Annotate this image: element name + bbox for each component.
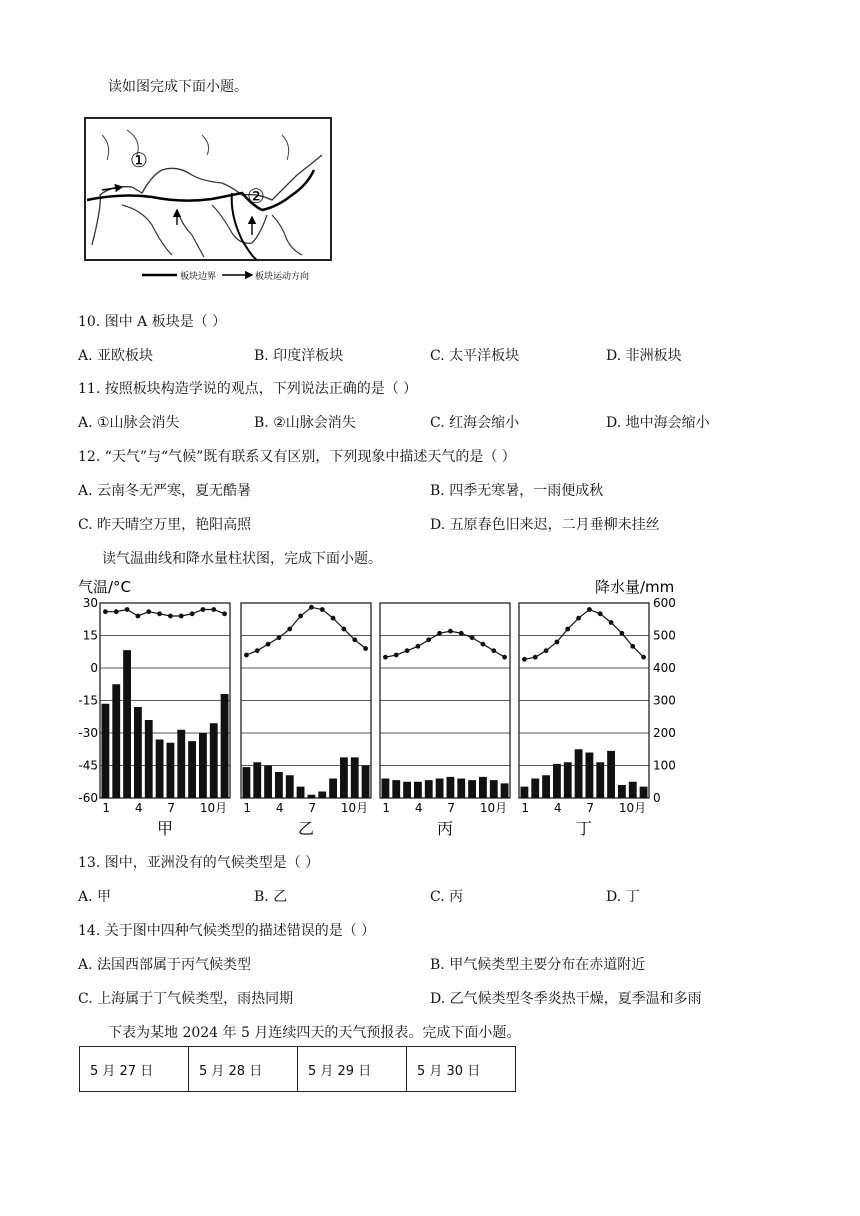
- table-cell-date: 5 月 27 日: [80, 1047, 189, 1092]
- month-tick-label: 4: [414, 801, 423, 815]
- q11-option-a[interactable]: A. ①山脉会消失: [78, 415, 180, 431]
- precipitation-tick-label: 300: [653, 693, 676, 708]
- temperature-point: [211, 607, 216, 612]
- q13-stem: 13. 图中，亚洲没有的气候类型是（ ）: [78, 855, 320, 871]
- precipitation-bar: [167, 743, 175, 798]
- q11-option-d[interactable]: D. 地中海会缩小: [606, 415, 710, 431]
- temperature-point: [533, 655, 538, 660]
- precipitation-bar: [447, 777, 455, 798]
- temperature-point: [136, 614, 141, 619]
- temperature-point: [620, 631, 625, 636]
- legend-boundary: 板块边界: [180, 272, 217, 282]
- instruction-forecast: 下表为某地 2024 年 5 月连续四天的天气预报表。完成下面小题。: [108, 1025, 521, 1041]
- temperature-tick-label: 30: [82, 596, 98, 610]
- temperature-point: [179, 614, 184, 619]
- precipitation-bar: [329, 779, 337, 799]
- q11-option-b[interactable]: B. ②山脉会消失: [254, 415, 356, 431]
- month-tick-label: 7: [447, 801, 456, 815]
- precipitation-bar: [102, 704, 110, 798]
- precipitation-bar: [457, 779, 465, 799]
- temperature-point: [168, 614, 173, 619]
- temperature-point: [287, 627, 292, 632]
- q10-stem: 10. 图中 A 板块是（ ）: [78, 314, 227, 330]
- q13-option-b[interactable]: B. 乙: [254, 889, 288, 905]
- temperature-tick-label: 0: [90, 661, 98, 675]
- q12-option-d[interactable]: D. 五原春色旧来迟，二月垂柳未挂丝: [430, 517, 660, 533]
- temperature-point: [459, 631, 464, 636]
- temperature-point: [103, 609, 108, 614]
- precipitation-bar: [596, 762, 604, 798]
- temperature-point: [522, 657, 527, 662]
- precipitation-bar: [112, 684, 120, 798]
- panel-name: 甲: [156, 819, 174, 838]
- map-label-2: ②: [247, 184, 265, 208]
- precipitation-bar: [221, 694, 229, 798]
- temperature-point: [320, 607, 325, 612]
- temperature-point: [157, 611, 162, 616]
- panel-name: 丙: [436, 819, 454, 838]
- precipitation-bar: [521, 787, 529, 798]
- temperature-point: [544, 648, 549, 653]
- q10-option-d[interactable]: D. 非洲板块: [606, 348, 682, 364]
- temperature-point: [277, 635, 282, 640]
- temperature-point: [555, 640, 560, 645]
- temperature-point: [630, 644, 635, 649]
- precipitation-bar: [382, 779, 390, 799]
- temperature-point: [266, 642, 271, 647]
- panel-name: 乙: [297, 819, 315, 838]
- temperature-tick-label: -30: [78, 726, 98, 740]
- temperature-point: [576, 616, 581, 621]
- panel-name: 丁: [575, 819, 593, 838]
- temperature-point: [481, 642, 486, 647]
- temperature-point: [426, 637, 431, 642]
- q12-option-b[interactable]: B. 四季无寒暑，一雨便成秋: [430, 483, 604, 499]
- month-tick-label: 7: [167, 801, 176, 815]
- temperature-point: [416, 644, 421, 649]
- precipitation-bar: [243, 767, 251, 798]
- temperature-line: [524, 610, 643, 660]
- month-tick-label: 10月: [618, 801, 647, 815]
- precipitation-bar: [351, 757, 359, 798]
- precipitation-bar: [156, 740, 164, 799]
- q13-option-d[interactable]: D. 丁: [606, 889, 640, 905]
- q13-option-a[interactable]: A. 甲: [78, 889, 112, 905]
- temperature-point: [201, 607, 206, 612]
- precipitation-tick-label: 400: [653, 661, 676, 675]
- temperature-point: [641, 655, 646, 660]
- month-tick-label: 10月: [340, 801, 369, 815]
- q12-option-c[interactable]: C. 昨天晴空万里，艳阳高照: [78, 517, 252, 533]
- precipitation-bar: [490, 780, 498, 798]
- precipitation-tick-label: 600: [653, 596, 676, 610]
- q11-stem: 11. 按照板块构造学说的观点，下列说法正确的是（ ）: [78, 381, 418, 397]
- precipitation-bar: [123, 650, 131, 798]
- table-cell-date: 5 月 30 日: [407, 1047, 516, 1092]
- temperature-point: [352, 637, 357, 642]
- q14-option-d[interactable]: D. 乙气候类型冬季炎热干燥，夏季温和多雨: [430, 991, 702, 1007]
- temperature-point: [298, 614, 303, 619]
- temperature-point: [114, 609, 119, 614]
- temperature-line: [246, 607, 365, 655]
- temperature-point: [255, 648, 260, 653]
- temperature-point: [146, 609, 151, 614]
- temperature-point: [470, 635, 475, 640]
- precipitation-bar: [188, 741, 196, 798]
- temperature-point: [394, 653, 399, 658]
- precipitation-bar: [264, 766, 272, 799]
- climate-charts: [70, 575, 690, 840]
- precipitation-bar: [629, 782, 637, 798]
- precipitation-tick-label: 100: [653, 758, 676, 773]
- month-tick-label: 7: [586, 801, 595, 815]
- month-tick-label: 1: [382, 801, 391, 815]
- precipitation-bar: [318, 792, 326, 799]
- precipitation-bar: [479, 777, 487, 798]
- instruction-map: 读如图完成下面小题。: [108, 79, 248, 95]
- precipitation-bar: [199, 733, 207, 798]
- precipitation-bar: [145, 720, 153, 798]
- temperature-tick-label: -45: [78, 758, 98, 773]
- instruction-climate: 读气温曲线和降水量柱状图，完成下面小题。: [102, 551, 382, 567]
- temperature-line: [105, 610, 224, 617]
- temperature-point: [125, 607, 130, 612]
- temperature-line: [385, 631, 504, 657]
- precipitation-bar: [607, 751, 615, 798]
- map-label-1: ①: [130, 148, 148, 172]
- month-tick-label: 4: [134, 801, 143, 815]
- precipitation-bar: [362, 766, 370, 799]
- precipitation-bar: [553, 764, 561, 798]
- precipitation-bar: [425, 780, 433, 798]
- forecast-table: [79, 1046, 516, 1092]
- precipitation-bar: [468, 780, 476, 798]
- q11-option-c[interactable]: C. 红海会缩小: [430, 415, 520, 431]
- precipitation-bar: [340, 757, 348, 798]
- temperature-point: [565, 627, 570, 632]
- precipitation-tick-label: 0: [653, 791, 661, 805]
- q10-option-b[interactable]: B. 印度洋板块: [254, 348, 344, 364]
- precipitation-bar: [618, 785, 626, 798]
- temperature-axis-label: 气温/°C: [78, 578, 132, 596]
- precipitation-bar: [564, 762, 572, 798]
- q14-option-c[interactable]: C. 上海属于丁气候类型，雨热同期: [78, 991, 294, 1007]
- table-row: [80, 1047, 516, 1092]
- precipitation-tick-label: 200: [653, 726, 676, 740]
- q12-stem: 12. “天气”与“气候”既有联系又有区别，下列现象中描述天气的是（ ）: [78, 449, 516, 465]
- precipitation-bar: [297, 787, 305, 798]
- precipitation-bar: [414, 782, 422, 798]
- month-tick-label: 1: [243, 801, 252, 815]
- precipitation-bar: [308, 795, 316, 798]
- month-tick-label: 4: [275, 801, 284, 815]
- temperature-point: [363, 646, 368, 651]
- q14-stem: 14. 关于图中四种气候类型的描述错误的是（ ）: [78, 923, 376, 939]
- temperature-point: [383, 655, 388, 660]
- temperature-tick-label: -15: [78, 693, 98, 708]
- precipitation-bar: [253, 762, 261, 798]
- precipitation-bar: [134, 707, 142, 798]
- precipitation-bar: [575, 749, 583, 798]
- precipitation-bar: [392, 780, 400, 798]
- month-tick-label: 7: [308, 801, 317, 815]
- precipitation-bar: [286, 775, 294, 798]
- precipitation-bar: [436, 779, 444, 799]
- precipitation-bar: [275, 772, 283, 798]
- temperature-point: [448, 629, 453, 634]
- precipitation-axis-label: 降水量/mm: [595, 578, 675, 596]
- q14-option-b[interactable]: B. 甲气候类型主要分布在赤道附近: [430, 957, 646, 973]
- temperature-point: [222, 611, 227, 616]
- temperature-tick-label: 15: [82, 628, 98, 643]
- q14-option-a[interactable]: A. 法国西部属于丙气候类型: [78, 957, 252, 973]
- q12-option-a[interactable]: A. 云南冬无严寒，夏无酷暑: [78, 483, 252, 499]
- precipitation-bar: [177, 730, 185, 798]
- table-cell-date: 5 月 29 日: [298, 1047, 407, 1092]
- temperature-point: [244, 653, 249, 658]
- month-tick-label: 1: [521, 801, 530, 815]
- precipitation-bar: [403, 782, 411, 798]
- legend-direction: 板块运动方向: [255, 272, 310, 282]
- temperature-point: [598, 611, 603, 616]
- q13-option-c[interactable]: C. 丙: [430, 889, 464, 905]
- temperature-point: [331, 616, 336, 621]
- precipitation-bar: [210, 723, 218, 798]
- table-cell-date: 5 月 28 日: [189, 1047, 298, 1092]
- temperature-point: [491, 648, 496, 653]
- temperature-point: [190, 611, 195, 616]
- temperature-point: [309, 605, 314, 610]
- temperature-point: [502, 655, 507, 660]
- q10-option-a[interactable]: A. 亚欧板块: [78, 348, 154, 364]
- month-tick-label: 10月: [479, 801, 508, 815]
- month-tick-label: 4: [553, 801, 562, 815]
- month-tick-label: 1: [102, 801, 111, 815]
- precipitation-bar: [586, 753, 594, 799]
- precipitation-tick-label: 500: [653, 628, 676, 643]
- plate-map-figure: [82, 115, 334, 285]
- month-tick-label: 10月: [199, 801, 228, 815]
- temperature-point: [587, 607, 592, 612]
- temperature-point: [609, 620, 614, 625]
- temperature-point: [405, 648, 410, 653]
- temperature-point: [342, 627, 347, 632]
- precipitation-bar: [640, 787, 648, 798]
- precipitation-bar: [531, 779, 539, 799]
- precipitation-bar: [542, 775, 550, 798]
- temperature-point: [437, 631, 442, 636]
- precipitation-bar: [501, 783, 509, 798]
- q10-option-c[interactable]: C. 太平洋板块: [430, 348, 520, 364]
- temperature-tick-label: -60: [78, 791, 98, 805]
